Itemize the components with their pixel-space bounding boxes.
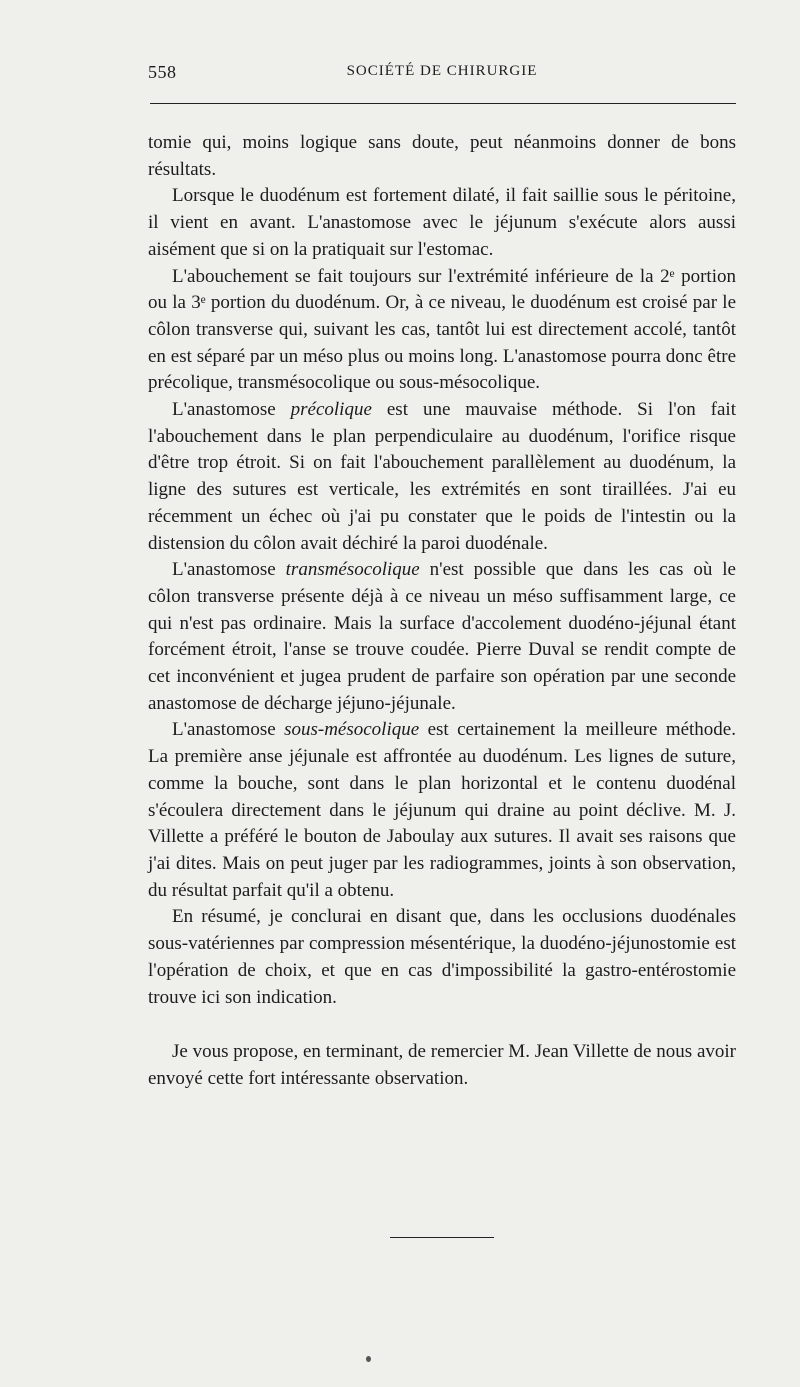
paragraph-continuation: tomie qui, moins logique sans doute, peut néanmoins donner de bons résultats. bbox=[148, 132, 736, 180]
paragraph-transmesocolique-lead: L'anastomose bbox=[172, 559, 286, 581]
paragraph-transmesocolique-body: n'est possible que dans les cas où le côlon transverse présente déjà à ce niveau un méso suffisamment large, ce qui n'est pas ordinaire. Mais la surface d'accolement duodéno-jéjunal étant forcément étroit, l'anse se trouve coudée. Pierre Duval se rendit compte de cet inconvénient et jugea prudent de parfaire son opération par une seconde anastomose de décharge jéjuno-jéjunale. bbox=[148, 559, 736, 714]
end-rule bbox=[390, 1237, 494, 1238]
ink-speck bbox=[366, 1356, 371, 1362]
paragraph-sous-mesocolique-body: est certainement la meilleure méthode. La première anse jéjunale est affrontée au duodénum. Les lignes de suture, comme la bouche, sont dans le plan horizontal et le contenu duodénal s'écoulera directement dans le jéjunum qui draine au point déclive. M. J. Villette a préféré le bouton de Jaboulay aux sutures. Il avait ses raisons que j'ai dites. Mais on peut juger par les radiogrammes, joints à son observation, du résultat parfait qu'il a obtenu. bbox=[148, 719, 736, 901]
page-header bbox=[148, 62, 736, 88]
paragraph-abouchement: L'abouchement se fait toujours sur l'extrémité inférieure de la 2ᵉ portion ou la 3ᵉ portion du duodénum. Or, à ce niveau, le duodénum est croisé par le côlon transverse qui, suivant les cas, tantôt lui est directement accolé, tantôt en est séparé par un méso plus ou moins long. L'anastomose pourra donc être précolique, transmésocolique ou sous-mésocolique. bbox=[148, 265, 736, 394]
header-rule bbox=[150, 103, 736, 104]
paragraph-transmesocolique bbox=[148, 557, 736, 717]
paragraph-sous-mesocolique bbox=[148, 717, 736, 904]
paragraph-precolique bbox=[148, 397, 736, 557]
paragraph-sous-mesocolique-lead: L'anastomose bbox=[172, 719, 285, 741]
page-number: 558 bbox=[148, 62, 177, 82]
paragraph-summary: En résumé, je conclurai en disant que, dans les occlusions duodénales sous-vatériennes par compression mésentérique, la duodéno-jéjunostomie est l'opération de choix, et que en cas d'impossibilité la gastro-entérostomie trouve ici son indication. bbox=[148, 906, 736, 1008]
paragraph-closing: Je vous propose, en terminant, de remercier M. Jean Villette de nous avoir envoyé cette fort intéressante observation. bbox=[148, 1041, 736, 1089]
term-precolique: précolique bbox=[290, 399, 372, 421]
running-head: SOCIÉTÉ DE CHIRURGIE bbox=[346, 63, 538, 79]
term-transmesocolique: transmésocolique bbox=[285, 559, 420, 581]
term-sous-mesocolique: sous-mésocolique bbox=[284, 719, 420, 741]
paragraph-dilated-duodenum: Lorsque le duodénum est fortement dilaté, il fait saillie sous le péritoine, il vient en avant. L'anastomose avec le jéjunum s'exécute alors aussi aisément que si on la pratiquait sur l'estomac. bbox=[148, 185, 736, 260]
body-text bbox=[148, 130, 736, 1093]
paragraph-precolique-lead: L'anastomose bbox=[172, 399, 291, 421]
paragraph-precolique-body: est une mauvaise méthode. Si l'on fait l'abouchement dans le plan perpendiculaire au duodénum, l'orifice risque d'être trop étroit. Si on fait l'abouchement parallèlement au duodénum, la ligne des sutures est verticale, les extrémités en sont tiraillées. J'ai eu récemment un échec où j'ai pu constater que le poids de l'intestin ou la distension du côlon avait déchiré la paroi duodénale. bbox=[148, 399, 736, 554]
